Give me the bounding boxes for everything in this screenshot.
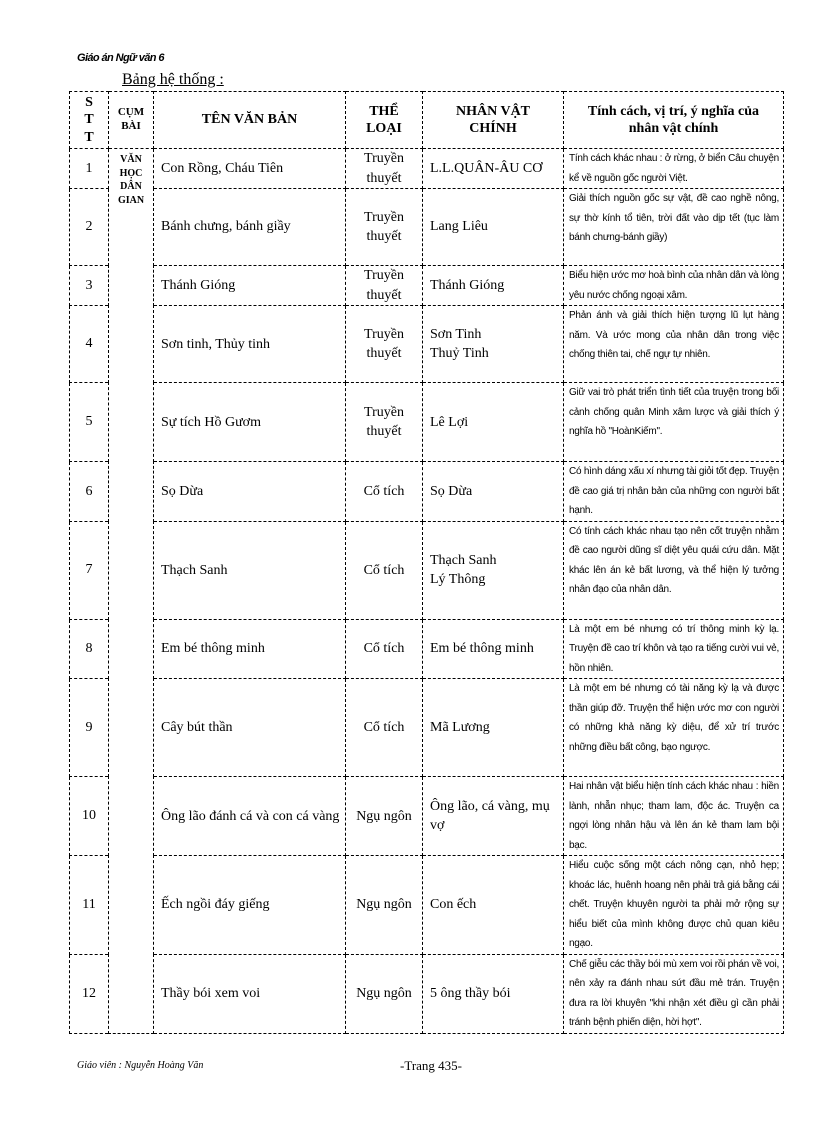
row-character: Lang Liêu bbox=[423, 189, 564, 266]
row-character: Thánh Gióng bbox=[423, 266, 564, 306]
footer-page-number: -Trang 435- bbox=[400, 1058, 462, 1073]
row-character: Mã Lương bbox=[423, 679, 564, 777]
row-genre: Cổ tích bbox=[346, 679, 423, 777]
table-caption: Bảng hệ thống : bbox=[122, 71, 224, 88]
row-meaning: Phản ánh và giải thích hiện tượng lũ lụt hàng năm. Và ước mong của nhân dân trong việc chống thiên tai, chế ngự tự nhiên. bbox=[564, 306, 784, 383]
row-title: Thánh Gióng bbox=[154, 266, 346, 306]
row-character: L.L.QUÂN-ÂU CƠ bbox=[423, 149, 564, 189]
row-character: 5 ông thầy bói bbox=[423, 954, 564, 1033]
table-row bbox=[70, 462, 784, 522]
table-row bbox=[70, 266, 784, 306]
row-title: Ông lão đánh cá và con cá vàng bbox=[154, 777, 346, 856]
row-meaning: Tính cách khác nhau : ở rừng, ở biển Câu chuyện kể về nguồn gốc người Việt. bbox=[564, 149, 784, 189]
row-stt: 5 bbox=[70, 383, 109, 462]
table-row bbox=[70, 306, 784, 383]
row-genre: Truyền thuyết bbox=[346, 383, 423, 462]
row-genre: Ngụ ngôn bbox=[346, 777, 423, 856]
row-meaning: Hiểu cuộc sống một cách nông cạn, nhỏ hẹp; khoác lác, huênh hoang nên phải trả giá bằng cái chết. Truyện khuyên người ta phải mở rộng sự hiểu biết của mình không được chủ quan kiêu ngạo. bbox=[564, 856, 784, 955]
row-character: Sọ Dừa bbox=[423, 462, 564, 522]
table-row bbox=[70, 383, 784, 462]
row-character: Thạch Sanh Lý Thông bbox=[423, 521, 564, 619]
table-row bbox=[70, 777, 784, 856]
table-row bbox=[70, 619, 784, 679]
row-character: Sơn Tinh Thuỷ Tinh bbox=[423, 306, 564, 383]
row-stt: 2 bbox=[70, 189, 109, 266]
row-stt: 10 bbox=[70, 777, 109, 856]
row-genre: Truyền thuyết bbox=[346, 189, 423, 266]
row-character: Ông lão, cá vàng, mụ vợ bbox=[423, 777, 564, 856]
row-stt: 11 bbox=[70, 856, 109, 955]
row-stt: 9 bbox=[70, 679, 109, 777]
row-character: Em bé thông minh bbox=[423, 619, 564, 679]
row-meaning: Là một em bé nhưng có tài năng kỳ lạ và được thần giúp đỡ. Truyện thể hiện ước mơ con người có những khả năng kỳ diệu, để xử trí trước những điều bất công, bạo ngược. bbox=[564, 679, 784, 777]
row-title: Con Rồng, Cháu Tiên bbox=[154, 149, 346, 189]
row-genre: Truyền thuyết bbox=[346, 266, 423, 306]
header-ten-van-ban: TÊN VĂN BẢN bbox=[154, 92, 346, 149]
row-title: Thạch Sanh bbox=[154, 521, 346, 619]
row-stt: 3 bbox=[70, 266, 109, 306]
table-row bbox=[70, 856, 784, 955]
table-row bbox=[70, 521, 784, 619]
header-tinh-cach: Tính cách, vị trí, ý nghĩa của nhân vật chính bbox=[564, 92, 784, 149]
table-body bbox=[70, 149, 784, 1034]
row-meaning: Là một em bé nhưng có trí thông minh kỳ lạ. Truyện đề cao trí khôn và tạo ra tiếng cười vui vẻ, hồn nhiên. bbox=[564, 619, 784, 679]
table-row bbox=[70, 189, 784, 266]
row-character: Lê Lợi bbox=[423, 383, 564, 462]
row-genre: Truyền thuyết bbox=[346, 306, 423, 383]
row-genre: Cổ tích bbox=[346, 462, 423, 522]
row-genre: Ngụ ngôn bbox=[346, 954, 423, 1033]
group-cell: VĂN HỌC DÂN GIAN bbox=[109, 149, 154, 1034]
row-title: Sọ Dừa bbox=[154, 462, 346, 522]
header-the-loai: THỂ LOẠI bbox=[346, 92, 423, 149]
row-meaning: Hai nhân vật biểu hiện tính cách khác nhau : hiền lành, nhẫn nhục; tham lam, độc ác. Truyện ca ngợi lòng nhân hậu và lên án kẻ tham lam bội bạc. bbox=[564, 777, 784, 856]
row-title: Em bé thông minh bbox=[154, 619, 346, 679]
header-stt: S T T bbox=[70, 92, 109, 149]
row-meaning: Giữ vai trò phát triển tình tiết của truyện trong bối cảnh chống quân Minh xâm lược và giải thích ý nghĩa hồ "HoànKiếm". bbox=[564, 383, 784, 462]
row-stt: 7 bbox=[70, 521, 109, 619]
table-row bbox=[70, 149, 784, 189]
row-stt: 8 bbox=[70, 619, 109, 679]
row-title: Sự tích Hồ Gươm bbox=[154, 383, 346, 462]
row-meaning: Có tính cách khác nhau tạo nên cốt truyện nhằm đề cao người dũng sĩ diệt yêu quái cứu dân. Mặt khác lên án kẻ bất lương, và thể hiện lý tưởng nhân đạo của nhân dân. bbox=[564, 521, 784, 619]
row-character: Con ếch bbox=[423, 856, 564, 955]
row-title: Bánh chưng, bánh giầy bbox=[154, 189, 346, 266]
row-meaning: Giải thích nguồn gốc sự vật, đề cao nghề nông, sự thờ kính tổ tiên, trời đất vào dịp tết (tục làm bánh chưng-bánh giầy) bbox=[564, 189, 784, 266]
row-title: Cây bút thần bbox=[154, 679, 346, 777]
row-title: Ếch ngồi đáy giếng bbox=[154, 856, 346, 955]
row-meaning: Chế giễu các thầy bói mù xem voi rồi phán về voi, nên xảy ra đánh nhau sứt đầu mẻ trán. Truyện đưa ra lời khuyên "khi nhận xét điều gì cần phải tránh bệnh phiến diện, hời hợt". bbox=[564, 954, 784, 1033]
row-stt: 6 bbox=[70, 462, 109, 522]
row-title: Thầy bói xem voi bbox=[154, 954, 346, 1033]
row-genre: Cổ tích bbox=[346, 521, 423, 619]
row-genre: Cổ tích bbox=[346, 619, 423, 679]
document-header: Giáo án Ngữ văn 6 bbox=[77, 52, 164, 64]
row-title: Sơn tinh, Thủy tinh bbox=[154, 306, 346, 383]
summary-table bbox=[69, 91, 784, 1034]
table-row bbox=[70, 954, 784, 1033]
footer-teacher: Giáo viên : Nguyễn Hoàng Văn bbox=[77, 1060, 204, 1071]
header-nhan-vat: NHÂN VẬT CHÍNH bbox=[423, 92, 564, 149]
row-stt: 4 bbox=[70, 306, 109, 383]
table-row bbox=[70, 679, 784, 777]
row-stt: 1 bbox=[70, 149, 109, 189]
row-meaning: Có hình dáng xấu xí nhưng tài giỏi tốt đẹp. Truyện đề cao giá trị nhân bản của những con người bất hạnh. bbox=[564, 462, 784, 522]
row-genre: Truyền thuyết bbox=[346, 149, 423, 189]
row-meaning: Biểu hiện ước mơ hoà bình của nhân dân và lòng yêu nước chống ngoại xâm. bbox=[564, 266, 784, 306]
row-stt: 12 bbox=[70, 954, 109, 1033]
row-genre: Ngụ ngôn bbox=[346, 856, 423, 955]
header-cum-bai: CỤM BÀI bbox=[109, 92, 154, 149]
